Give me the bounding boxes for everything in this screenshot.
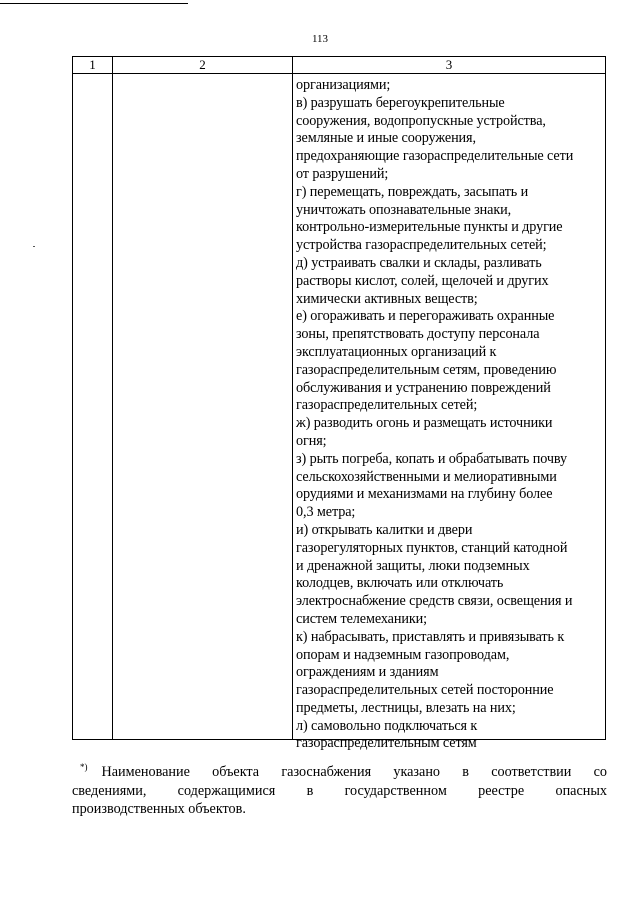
- cell-line: электроснабжение средств связи, освещения и: [296, 593, 573, 610]
- cell-line: обслуживания и устранению повреждений: [296, 379, 551, 396]
- cell-line: зоны, препятствовать доступу персонала: [296, 326, 540, 343]
- page-number: 113: [311, 33, 329, 45]
- cell-line: предохраняющие газораспределительные сети: [296, 148, 574, 165]
- footnote-marker: *): [80, 762, 88, 772]
- cell-line: в) разрушать берегоукрепительные: [296, 94, 505, 111]
- footnote-line: сведениями, содержащимися в государственном реестре опасных: [72, 782, 607, 799]
- scan-top-rule: [0, 3, 188, 4]
- cell-line: сооружения, водопропускные устройства,: [296, 112, 546, 129]
- column-header-1: 1: [89, 57, 96, 72]
- cell-line: газораспределительных сетей посторонние: [296, 682, 554, 699]
- cell-line: растворы кислот, солей, щелочей и других: [296, 272, 549, 289]
- cell-line: з) рыть погреба, копать и обрабатывать почву: [296, 450, 567, 467]
- cell-line: д) устраивать свалки и склады, разливать: [296, 254, 542, 271]
- cell-line: и) открывать калитки и двери: [296, 521, 473, 538]
- cell-line: ограждениям и зданиям: [296, 664, 439, 681]
- cell-line: сельскохозяйственными и мелиоративными: [296, 468, 557, 485]
- cell-line: химически активных веществ;: [296, 290, 478, 307]
- cell-line: орудиями и механизмами на глубину более: [296, 486, 553, 503]
- cell-line: земляные и иные сооружения,: [296, 130, 476, 147]
- cell-line: уничтожать опознавательные знаки,: [296, 201, 512, 218]
- cell-line: эксплуатационных организаций к: [296, 343, 497, 360]
- cell-line: систем телемеханики;: [296, 610, 427, 627]
- column-divider-2: [292, 57, 293, 739]
- cell-line: газораспределительных сетей;: [296, 397, 478, 414]
- cell-line: опорам и надземным газопроводам,: [296, 646, 510, 663]
- cell-line: колодцев, включать или отключать: [296, 575, 504, 592]
- cell-line: к) набрасывать, приставлять и привязывать к: [296, 628, 565, 645]
- column-divider-1: [112, 57, 113, 739]
- footnote: [72, 758, 607, 819]
- cell-line: л) самовольно подключаться к: [296, 717, 478, 734]
- header-divider: [73, 73, 605, 74]
- column-3-cell-text: [296, 77, 603, 753]
- cell-line: е) огораживать и перегораживать охранные: [296, 308, 555, 325]
- column-header-3: 3: [445, 57, 453, 72]
- scan-artifact: [33, 246, 35, 247]
- cell-line: от разрушений;: [296, 165, 389, 182]
- column-header-2: 2: [199, 57, 206, 72]
- footnote-line: производственных объектов.: [72, 801, 246, 817]
- cell-line: предметы, лестницы, влезать на них;: [296, 699, 516, 716]
- footnote-line-text: Наименование объекта газоснабжения указано в соответствии со: [101, 764, 607, 780]
- cell-line: газорегуляторных пунктов, станций катодной: [296, 539, 568, 556]
- cell-line: газораспределительным сетям, проведению: [296, 361, 557, 378]
- cell-line: 0,3 метра;: [296, 504, 356, 521]
- cell-line: г) перемещать, повреждать, засыпать и: [296, 183, 529, 200]
- cell-line: организациями;: [296, 77, 391, 93]
- cell-line: газораспределительным сетям: [296, 735, 477, 752]
- cell-line: контрольно-измерительные пункты и другие: [296, 219, 563, 236]
- cell-line: огня;: [296, 432, 327, 449]
- cell-line: устройства газораспределительных сетей;: [296, 237, 547, 254]
- requirements-table: [72, 56, 606, 752]
- cell-line: ж) разводить огонь и размещать источники: [296, 415, 553, 432]
- footnote-line: [72, 758, 607, 782]
- cell-line: и дренажной защиты, люки подземных: [296, 557, 530, 574]
